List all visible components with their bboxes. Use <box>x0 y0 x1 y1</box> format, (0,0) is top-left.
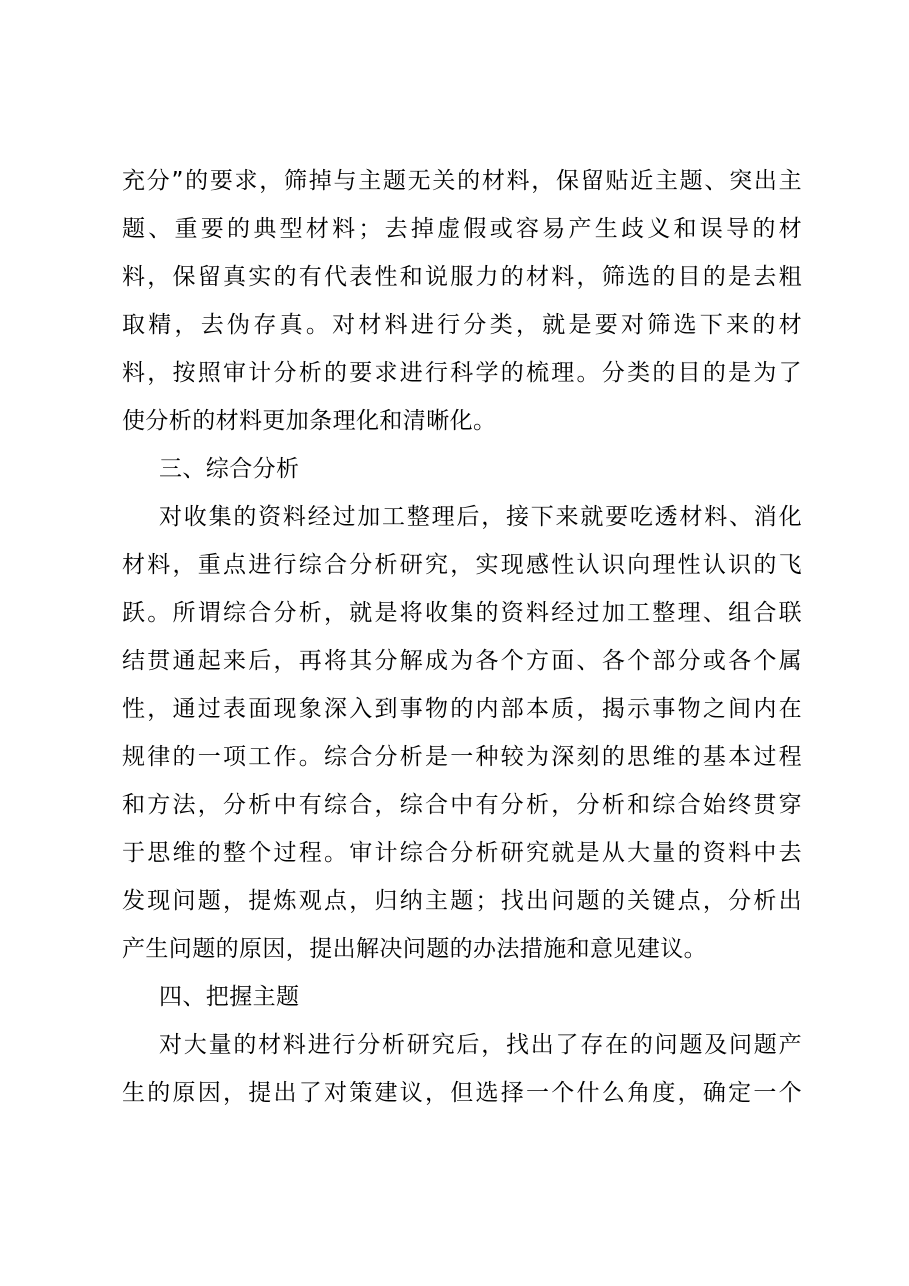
paragraph-material-screening <box>122 157 802 445</box>
text-line: 和方法，分析中有综合，综合中有分析，分析和综合始终贯穿 <box>122 792 802 818</box>
text-line: 跃。所谓综合分析，就是将收集的资料经过加工整理、组合联 <box>122 600 802 626</box>
document-body <box>122 157 802 1117</box>
text-line: 结贯通起来后，再将其分解成为各个方面、各个部分或各个属 <box>122 648 802 674</box>
text-line: 充分”的要求，筛掉与主题无关的材料，保留贴近主题、突出主 <box>122 168 802 194</box>
text-line: 对收集的资料经过加工整理后，接下来就要吃透材料、消化 <box>159 504 802 530</box>
text-line: 题、重要的典型材料；去掉虚假或容易产生歧义和误导的材 <box>122 216 802 242</box>
text-line: 规律的一项工作。综合分析是一种较为深刻的思维的基本过程 <box>122 744 802 770</box>
text-line: 料，按照审计分析的要求进行科学的梳理。分类的目的是为了 <box>122 360 802 386</box>
text-line: 于思维的整个过程。审计综合分析研究就是从大量的资料中去 <box>122 840 802 866</box>
text-line: 材料，重点进行综合分析研究，实现感性认识向理性认识的飞 <box>122 552 802 578</box>
text-line: 料，保留真实的有代表性和说服力的材料，筛选的目的是去粗 <box>122 264 802 290</box>
section-heading-grasp-theme: 四、把握主题 <box>159 984 300 1010</box>
text-line: 性，通过表面现象深入到事物的内部本质，揭示事物之间内在 <box>122 696 802 722</box>
text-line: 对大量的材料进行分析研究后，找出了存在的问题及问题产 <box>159 1032 802 1058</box>
text-line: 生的原因，提出了对策建议，但选择一个什么角度，确定一个 <box>122 1080 802 1106</box>
text-line: 使分析的材料更加条理化和清晰化。 <box>122 408 497 434</box>
text-line: 产生问题的原因，提出解决问题的办法措施和意见建议。 <box>122 936 707 962</box>
text-line: 取精，去伪存真。对材料进行分类，就是要对筛选下来的材 <box>122 312 802 338</box>
paragraph-grasp-theme <box>122 1021 802 1117</box>
paragraph-comprehensive-analysis <box>122 493 802 973</box>
text-line: 发现问题，提炼观点，归纳主题；找出问题的关键点，分析出 <box>122 888 802 914</box>
section-heading-comprehensive-analysis: 三、综合分析 <box>159 456 300 482</box>
